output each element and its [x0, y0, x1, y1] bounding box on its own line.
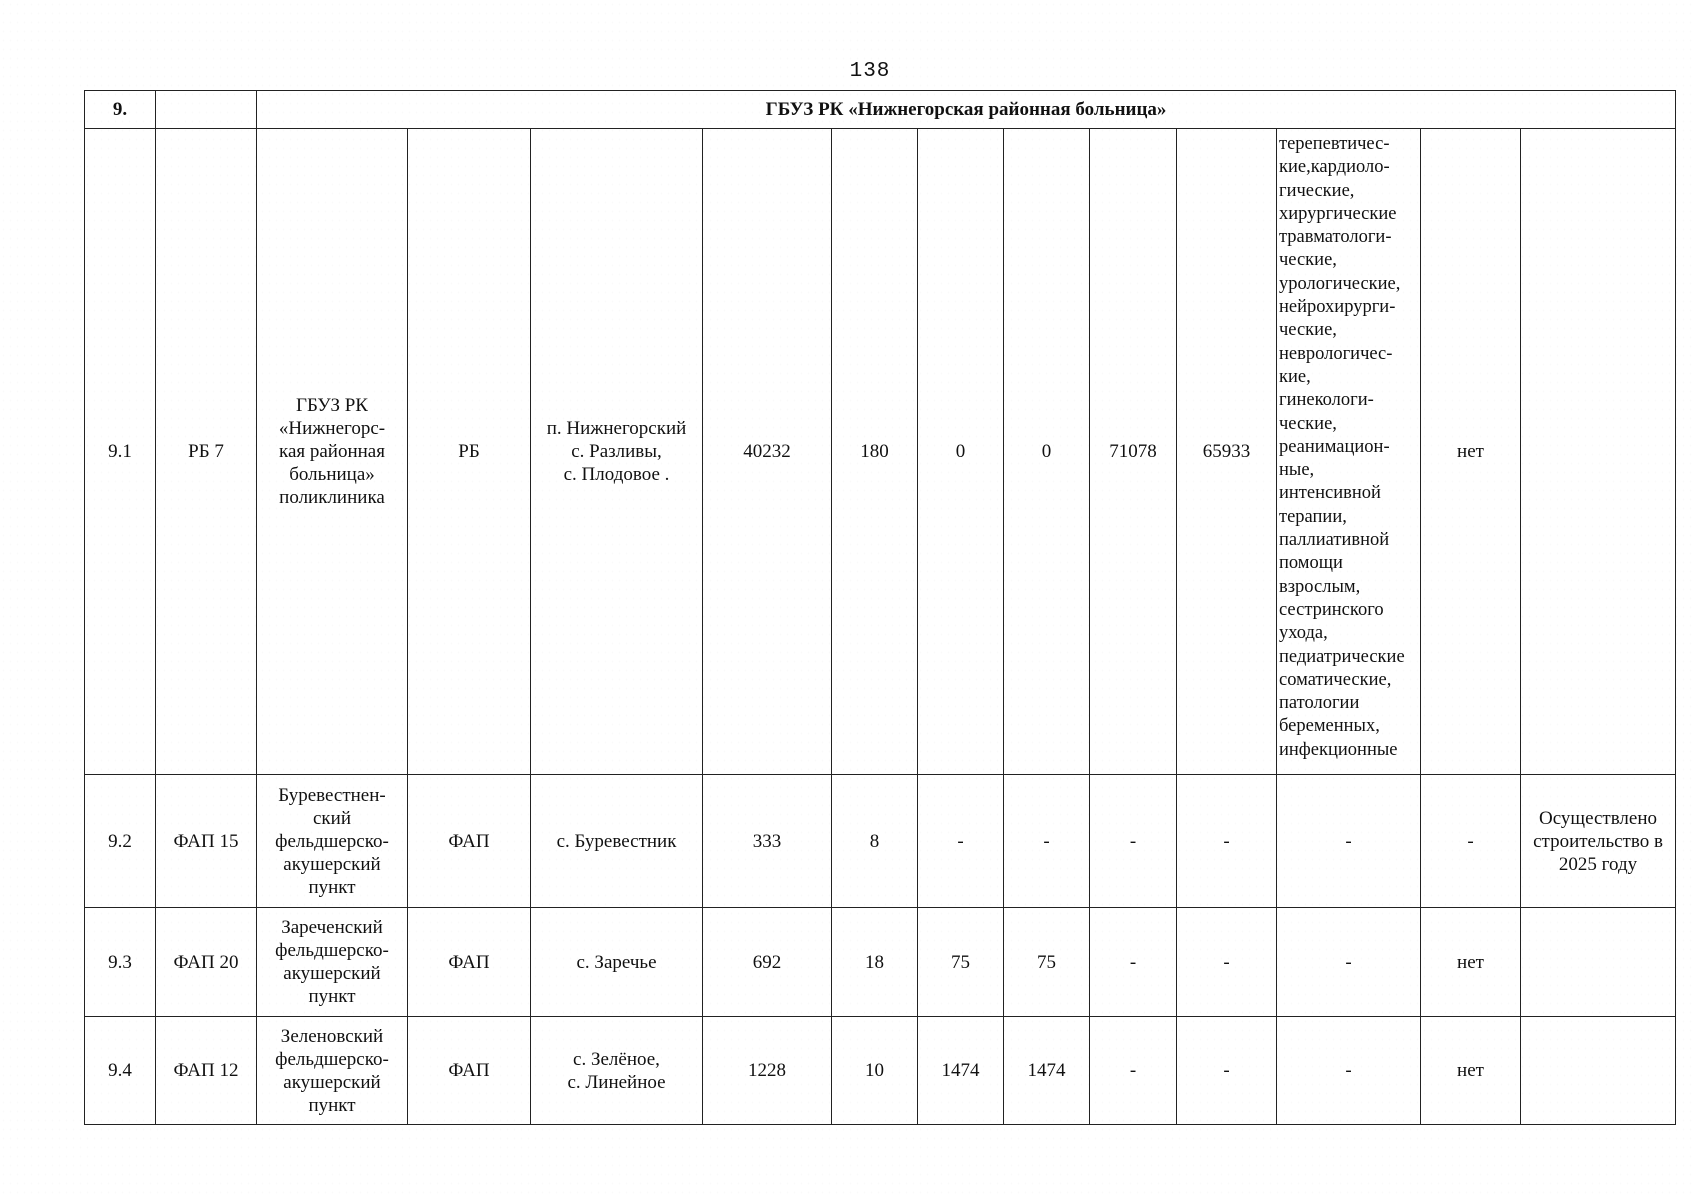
facility-name: Зеленовский фельдшерско- акушерский пункт — [257, 1017, 408, 1125]
column-7-value: - — [918, 775, 1004, 908]
column-6-value: 8 — [832, 775, 918, 908]
column-8-value: 1474 — [1004, 1017, 1090, 1125]
table-row — [85, 129, 1676, 775]
column-7-value: 0 — [918, 129, 1004, 775]
table-row — [85, 775, 1676, 908]
facility-code: ФАП 15 — [156, 775, 257, 908]
bed-profiles: терепевтичес- кие,кардиоло- гические, хирургические травматологи- ческие, урологические, нейрохирурги- ческие, неврологичес- кие, гинекологи- ческие, реанимацион- ные, интенсивной терапии, паллиативной помощи взрослым, сестринского ухода, педиатрические соматические, патологии беременных, инфекционные — [1277, 129, 1421, 775]
bed-profiles: - — [1277, 775, 1421, 908]
facility-code: ФАП 12 — [156, 1017, 257, 1125]
section-header-row — [85, 91, 1676, 129]
population: 1228 — [703, 1017, 832, 1125]
facility-type: ФАП — [408, 775, 531, 908]
column-12-value: нет — [1421, 908, 1521, 1017]
column-8-value: 0 — [1004, 129, 1090, 775]
service-locality: п. Нижнегорский с. Разливы, с. Плодовое . — [531, 129, 703, 775]
service-locality: с. Буревестник — [531, 775, 703, 908]
service-locality: с. Зелёное, с. Линейное — [531, 1017, 703, 1125]
note — [1521, 129, 1676, 775]
table-row — [85, 908, 1676, 1017]
column-8-value: - — [1004, 775, 1090, 908]
population: 40232 — [703, 129, 832, 775]
column-6-value: 10 — [832, 1017, 918, 1125]
section-title: ГБУЗ РК «Нижнегорская районная больница» — [257, 91, 1676, 129]
section-number: 9. — [85, 91, 156, 129]
row-number: 9.1 — [85, 129, 156, 775]
facility-type: ФАП — [408, 1017, 531, 1125]
column-10-value: - — [1177, 775, 1277, 908]
column-10-value: 65933 — [1177, 129, 1277, 775]
column-10-value: - — [1177, 908, 1277, 1017]
column-12-value: нет — [1421, 1017, 1521, 1125]
column-7-value: 75 — [918, 908, 1004, 1017]
population: 333 — [703, 775, 832, 908]
column-6-value: 180 — [832, 129, 918, 775]
column-12-value: нет — [1421, 129, 1521, 775]
facilities-table — [84, 90, 1676, 1125]
row-number: 9.4 — [85, 1017, 156, 1125]
row-number: 9.3 — [85, 908, 156, 1017]
population: 692 — [703, 908, 832, 1017]
row-number: 9.2 — [85, 775, 156, 908]
facility-name: Буревестнен- ский фельдшерско- акушерский пункт — [257, 775, 408, 908]
facility-code: РБ 7 — [156, 129, 257, 775]
column-7-value: 1474 — [918, 1017, 1004, 1125]
facility-name: ГБУЗ РК «Нижнегорс- кая районная больница» поликлиника — [257, 129, 408, 775]
column-9-value: - — [1090, 908, 1177, 1017]
note — [1521, 908, 1676, 1017]
column-12-value: - — [1421, 775, 1521, 908]
column-6-value: 18 — [832, 908, 918, 1017]
bed-profiles: - — [1277, 908, 1421, 1017]
facility-type: РБ — [408, 129, 531, 775]
table-row — [85, 1017, 1676, 1125]
facility-name: Зареченский фельдшерско- акушерский пункт — [257, 908, 408, 1017]
facility-type: ФАП — [408, 908, 531, 1017]
column-8-value: 75 — [1004, 908, 1090, 1017]
note: Осуществлено строительство в 2025 году — [1521, 775, 1676, 908]
column-9-value: - — [1090, 775, 1177, 908]
page-number: 138 — [849, 60, 891, 83]
facility-code: ФАП 20 — [156, 908, 257, 1017]
section-code-cell — [156, 91, 257, 129]
column-9-value: 71078 — [1090, 129, 1177, 775]
service-locality: с. Заречье — [531, 908, 703, 1017]
column-10-value: - — [1177, 1017, 1277, 1125]
bed-profiles: - — [1277, 1017, 1421, 1125]
note — [1521, 1017, 1676, 1125]
column-9-value: - — [1090, 1017, 1177, 1125]
